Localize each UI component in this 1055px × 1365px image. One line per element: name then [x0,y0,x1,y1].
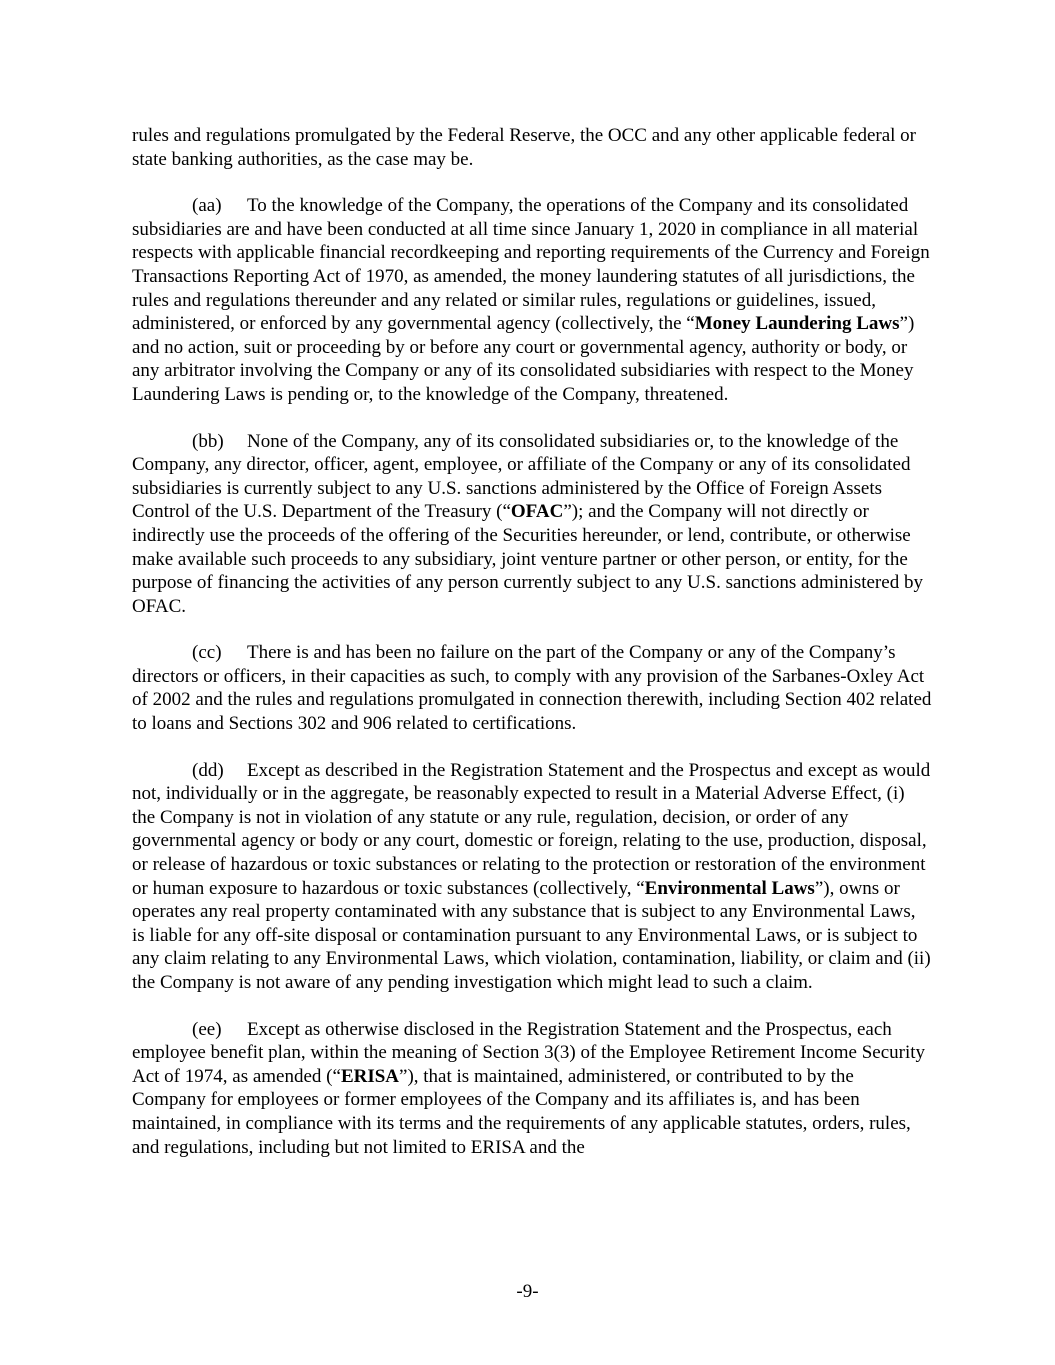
paragraph-text: There is and has been no failure on the part of the Company or any of the Company’s directors or officers, in their capacities as such, to comply with any provision of the Sarbanes-Oxley Act of 2002 and the rules and regulations promulgated in connection therewith, including Section 402 related to loans and Sections 302 and 906 related to certifications. [132,642,932,735]
intro-paragraph: rules and regulations promulgated by the Federal Reserve, the OCC and any other applicable federal or state banking authorities, as the case may be. [132,125,917,170]
paragraph-ee [132,1018,932,1160]
paragraph-label: (cc) [192,642,222,664]
paragraph-label: (ee) [192,1018,222,1040]
defined-term: ERISA [340,1065,400,1087]
page-number: -9- [516,1281,539,1302]
paragraph-text: ”), that is maintained, administered, or contributed to by the Company for employees or former employees of the Company and its affiliates is, and has been maintained, in compliance with its terms and the requirements of any applicable statutes, orders, rules, and regulations, including but not limited to ERISA and the [132,1065,911,1158]
paragraph-cc [132,641,932,735]
paragraph-aa [132,194,932,406]
paragraph-text: Except as described in the Registration Statement and the Prospectus and except as would not, individually or in the aggregate, be reasonably expected to result in a Material Adverse Effect, (i) the Company is not in violation of any statute or any rule, regulation, decision, or order of any governmental agency or body or any court, domestic or foreign, relating to the use, production, disposal, or release of hazardous or toxic substances or relating to the protection or restoration of the environment or human exposure to hazardous or toxic substances (collectively, “ [132,759,931,899]
paragraph-label: (aa) [192,195,222,217]
paragraph-label: (dd) [192,759,224,781]
paragraph-bb [132,430,932,619]
paragraph-text: None of the Company, any of its consolidated subsidiaries or, to the knowledge of the Company, any director, officer, agent, employee, or affiliate of the Company or any of its consolidated subsidiaries is currently subject to any U.S. sanctions administered by the Office of Foreign Assets Control of the U.S. Department of the Treasury (“ [132,430,911,523]
defined-term: Money Laundering Laws [694,313,900,335]
paragraph-text: To the knowledge of the Company, the operations of the Company and its consolidated subsidiaries are and have been conducted at all time since January 1, 2020 in compliance in all material respects with applicable financial recordkeeping and reporting requirements of the Currency and Foreign Transactions Reporting Act of 1970, as amended, the money laundering statutes of all jurisdictions, the rules and regulations thereunder and any related or similar rules, regulations or guidelines, issued, administered, or enforced by any governmental agency (collectively, the “ [132,195,930,335]
paragraph-dd [132,759,932,995]
defined-term: OFAC [510,501,564,523]
document-page [132,124,932,1182]
paragraph-label: (bb) [192,430,224,452]
paragraph-text: ”); and the Company will not directly or indirectly use the proceeds of the offering of the Securities hereunder, or lend, contribute, or otherwise make available such proceeds to any subsidiary, joint venture partner or other person, or entity, for the purpose of financing the activities of any person currently subject to any U.S. sanctions administered by OFAC. [132,501,923,617]
paragraph-text: Except as otherwise disclosed in the Registration Statement and the Prospectus, each employee benefit plan, within the meaning of Section 3(3) of the Employee Retirement Income Security Act of 1974, as amended (“ [132,1018,926,1087]
paragraph-text: ”) and no action, suit or proceeding by or before any court or governmental agency, authority or body, or any arbitrator involving the Company or any of its consolidated subsidiaries with respect to the Money Laundering Laws is pending or, to the knowledge of the Company, threatened. [132,313,915,405]
paragraph-text: ”), owns or operates any real property contaminated with any substance that is subject to any Environmental Laws, is liable for any off-site disposal or contamination pursuant to any Environmental Laws, or is subject to any claim relating to any Environmental Laws, which violation, contamination, liability, or claim and (ii) the Company is not aware of any pending investigation which might lead to such a claim. [132,877,931,993]
defined-term: Environmental Laws [644,877,815,899]
